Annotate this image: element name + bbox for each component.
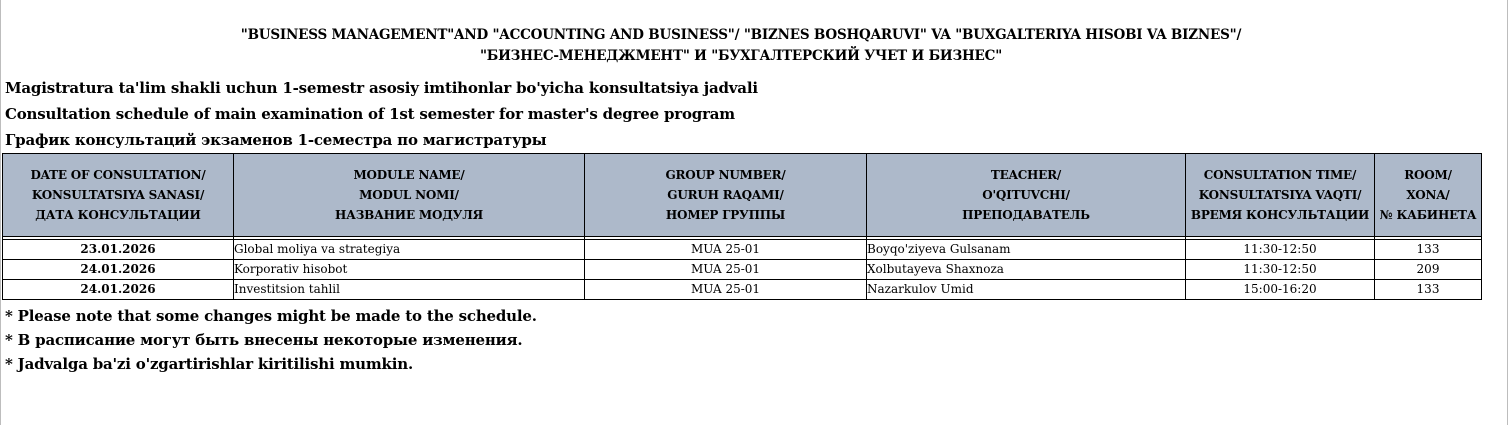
cell-group[interactable]: MUA 25-01 (585, 280, 867, 300)
schedule-title-ru: График консультаций экзаменов 1-семестра по магистратуры (5, 131, 547, 149)
cell-room[interactable]: 209 (1375, 260, 1482, 280)
cell-date[interactable]: 23.01.2026 (3, 240, 234, 260)
cell-room[interactable]: 133 (1375, 240, 1482, 260)
column-header-group-en: GROUP NUMBER/ (665, 168, 786, 182)
column-header-group-uz: GURUH RAQAMI/ (667, 188, 784, 202)
table-row (3, 260, 1482, 280)
column-header-group-ru: НОМЕР ГРУППЫ (665, 208, 786, 222)
column-header-date-ru: ДАТА КОНСУЛЬТАЦИИ (35, 208, 201, 222)
cell-room[interactable]: 133 (1375, 280, 1482, 300)
program-title-line-1: "BUSINESS MANAGEMENT"AND "ACCOUNTING AND BUSINESS"/ "BIZNES BOSHQARUVI" VA "BUXGALTERIYA HISOBI VA BIZNES"/ (240, 27, 1242, 43)
column-header-time-uz: KONSULTATSIYA VAQTI/ (1198, 188, 1362, 202)
cell-module[interactable]: Korporativ hisobot (234, 260, 585, 280)
column-header-time[interactable] (1186, 154, 1375, 237)
schedule-title-uz: Magistratura ta'lim shakli uchun 1-semestr asosiy imtihonlar bo'yicha konsultatsiya jadvali (5, 79, 758, 97)
cell-date[interactable]: 24.01.2026 (3, 280, 234, 300)
column-header-module-uz: MODUL NOMI/ (359, 188, 459, 202)
column-header-date-uz: KONSULTATSIYA SANASI/ (31, 188, 205, 202)
table-row (3, 280, 1482, 300)
schedule-change-note-ru: * В расписание могут быть внесены некоторые изменения. (5, 331, 523, 349)
cell-group[interactable]: MUA 25-01 (585, 240, 867, 260)
column-header-teacher-ru: ПРЕПОДАВАТЕЛЬ (962, 208, 1090, 222)
schedule-title-en: Consultation schedule of main examination of 1st semester for master's degree program (5, 105, 735, 123)
cell-group[interactable]: MUA 25-01 (585, 260, 867, 280)
cell-time[interactable]: 11:30-12:50 (1186, 260, 1375, 280)
column-header-module-en: MODULE NAME/ (353, 168, 465, 182)
cell-module[interactable]: Global moliya va strategiya (234, 240, 585, 260)
column-header-teacher-uz: O'QITUVCHI/ (982, 188, 1070, 202)
column-header-time-ru: ВРЕМЯ КОНСУЛЬТАЦИИ (1190, 208, 1370, 222)
cell-teacher[interactable]: Boyqo'ziyeva Gulsanam (867, 240, 1186, 260)
cell-time[interactable]: 15:00-16:20 (1186, 280, 1375, 300)
schedule-change-note-uz: * Jadvalga ba'zi o'zgartirishlar kiritilishi mumkin. (5, 355, 413, 373)
column-header-date[interactable] (3, 154, 234, 237)
program-title-line-2: "БИЗНЕС-МЕНЕДЖМЕНТ" И "БУХГАЛТЕРСКИЙ УЧЕТ И БИЗНЕС" (479, 48, 1003, 64)
column-header-time-en: CONSULTATION TIME/ (1203, 168, 1357, 182)
cell-date[interactable]: 24.01.2026 (3, 260, 234, 280)
column-header-module[interactable] (234, 154, 585, 237)
column-header-room-ru: № КАБИНЕТА (1379, 208, 1477, 222)
column-header-date-en: DATE OF CONSULTATION/ (30, 168, 206, 182)
column-header-group[interactable] (585, 154, 867, 237)
column-header-teacher[interactable] (867, 154, 1186, 237)
column-header-module-ru: НАЗВАНИЕ МОДУЛЯ (334, 208, 484, 222)
schedule-change-note-en: * Please note that some changes might be made to the schedule. (5, 307, 537, 325)
consultation-schedule-table (2, 153, 1482, 300)
cell-time[interactable]: 11:30-12:50 (1186, 240, 1375, 260)
cell-module[interactable]: Investitsion tahlil (234, 280, 585, 300)
column-header-room-uz: XONA/ (1406, 188, 1450, 202)
table-row (3, 240, 1482, 260)
table-header-row (3, 154, 1482, 237)
cell-teacher[interactable]: Xolbutayeva Shaxnoza (867, 260, 1186, 280)
column-header-teacher-en: TEACHER/ (990, 168, 1062, 182)
cell-teacher[interactable]: Nazarkulov Umid (867, 280, 1186, 300)
column-header-room-en: ROOM/ (1404, 168, 1452, 182)
column-header-room[interactable] (1375, 154, 1482, 237)
